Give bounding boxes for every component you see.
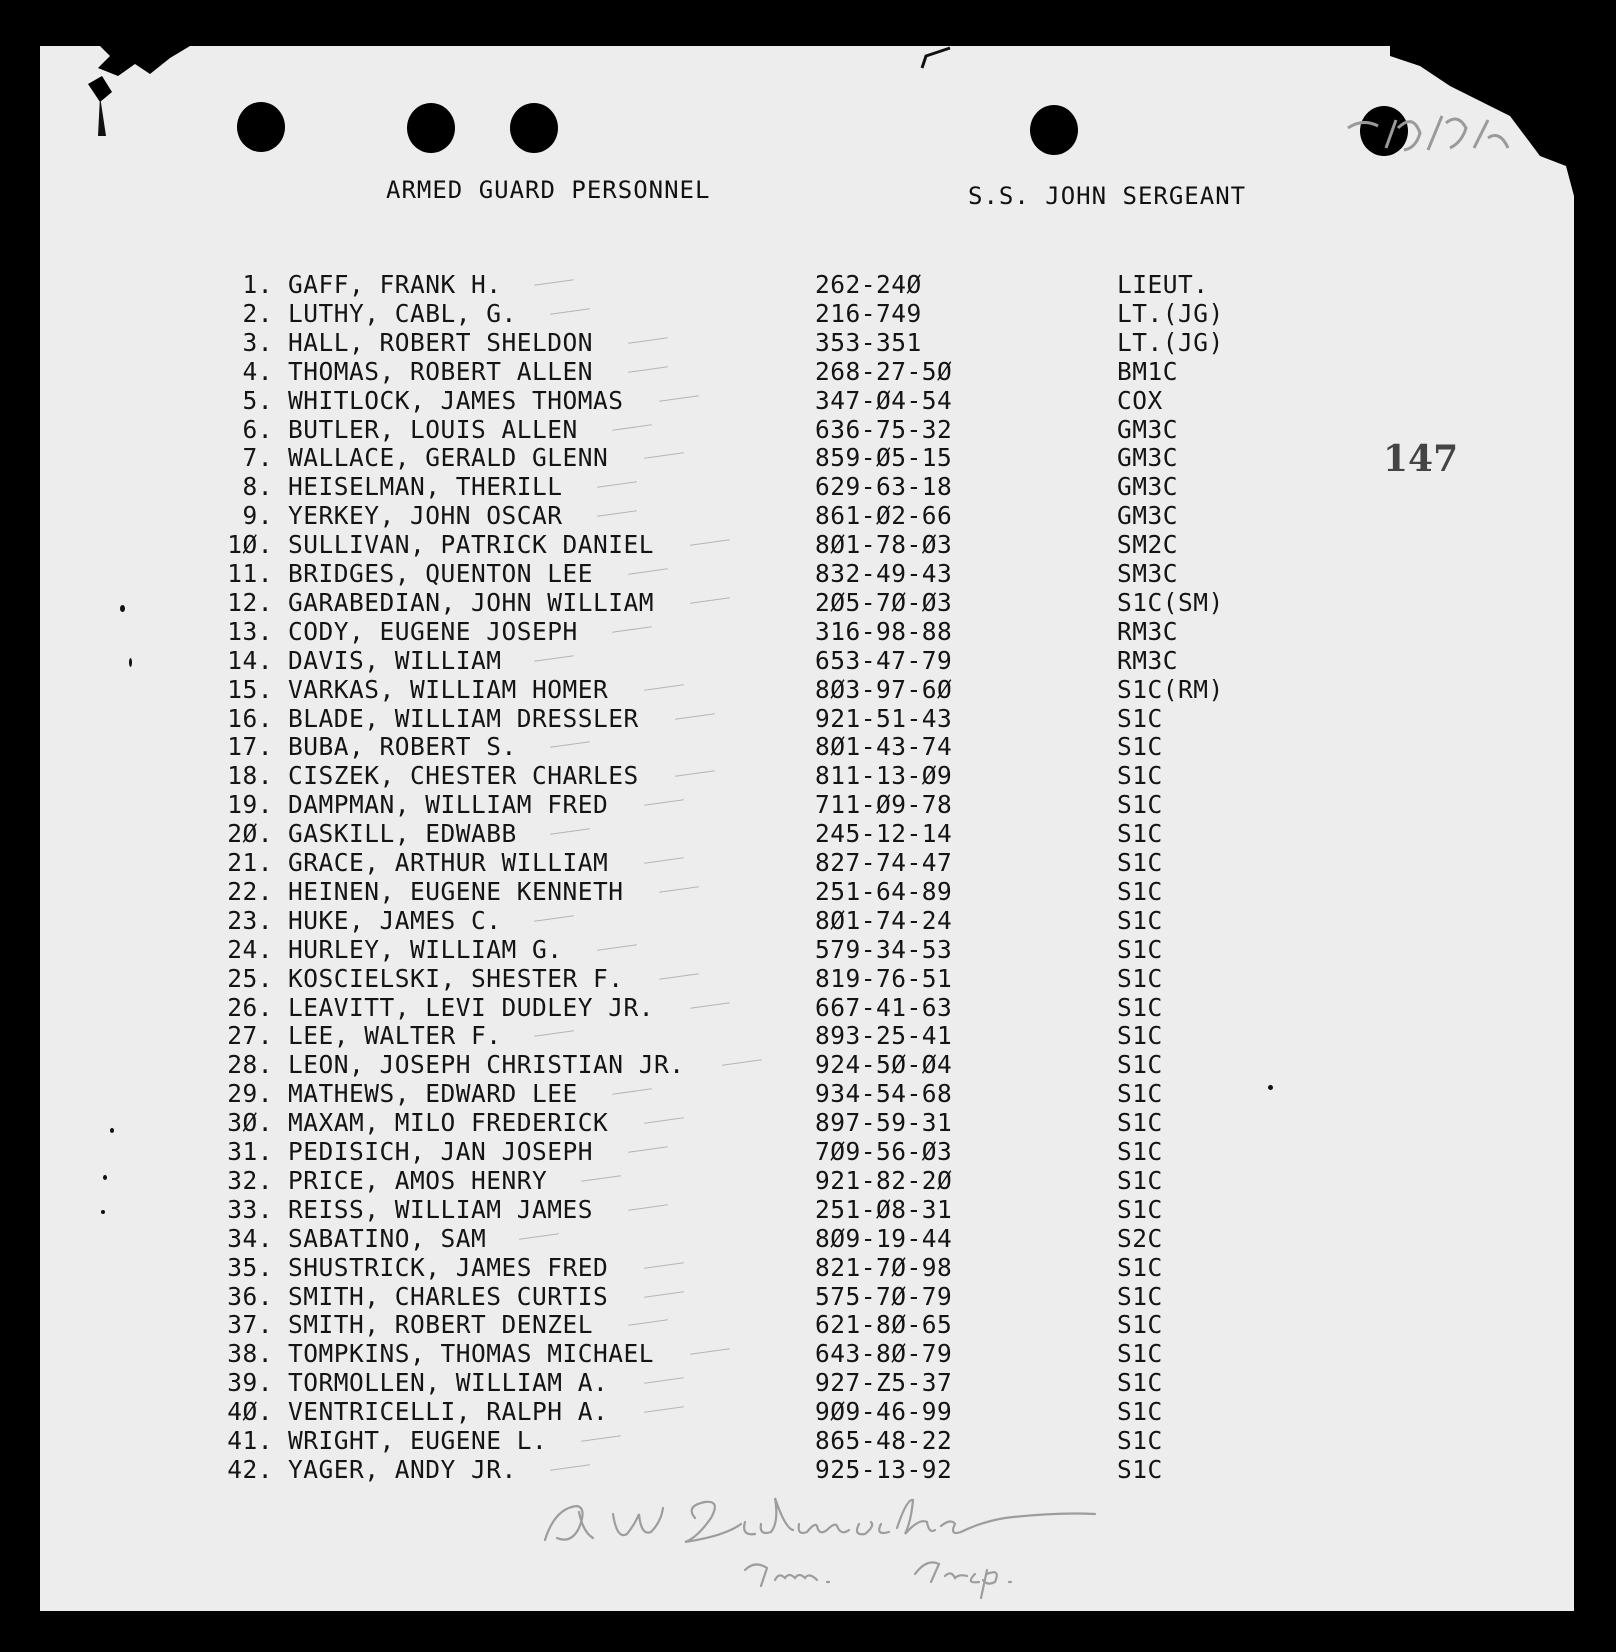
service-number: 621-8Ø-65: [815, 1310, 953, 1340]
check-mark: [659, 886, 699, 893]
rate: S1C(SM): [1117, 587, 1224, 617]
service-number: 347-Ø4-54: [815, 385, 953, 415]
service-number: 921-51-43: [815, 703, 953, 733]
crew-name: KOSCIELSKI, SHESTER F.: [288, 963, 624, 993]
check-mark: [628, 1146, 668, 1153]
check-mark: [691, 597, 731, 604]
crew-number: 15.: [227, 674, 273, 704]
check-mark: [535, 915, 575, 922]
speck: [129, 658, 132, 667]
torn-corner: [40, 46, 190, 136]
check-mark: [550, 1464, 590, 1471]
check-mark: [550, 308, 590, 315]
speck: [120, 605, 125, 612]
crew-name: YAGER, ANDY JR.: [288, 1454, 517, 1484]
service-number: 2Ø5-7Ø-Ø3: [815, 587, 953, 617]
crew-number: 1.: [242, 270, 273, 299]
crew-number: 2.: [242, 298, 273, 328]
crew-name: LEE, WALTER F.: [288, 1021, 502, 1051]
crew-name: GRACE, ARTHUR WILLIAM: [288, 848, 609, 877]
crew-row: [0, 1368, 1300, 1396]
rate: S1C: [1117, 848, 1163, 877]
check-mark: [644, 1262, 684, 1269]
rate: GM3C: [1117, 472, 1179, 502]
crew-number: 31.: [227, 1137, 273, 1166]
rate: BM1C: [1117, 356, 1179, 386]
crew-row: [0, 559, 1300, 587]
crew-row: [0, 530, 1300, 558]
crew-row: [0, 386, 1300, 414]
crew-row: [0, 299, 1300, 327]
crew-number: 22.: [227, 876, 273, 906]
crew-row: [0, 790, 1300, 818]
page-number: 147: [1383, 438, 1459, 480]
service-number: 859-Ø5-15: [815, 443, 953, 473]
service-number: 353-351: [815, 327, 922, 357]
crew-number: 11.: [227, 559, 273, 588]
rate: SM3C: [1117, 559, 1179, 588]
service-number: 8Ø9-19-44: [815, 1223, 953, 1253]
handwritten-date: [1338, 108, 1518, 178]
service-number: 832-49-43: [815, 559, 953, 588]
crew-number: 29.: [227, 1079, 273, 1109]
service-number: 268-27-5Ø: [815, 356, 953, 386]
rate: S1C: [1117, 934, 1163, 964]
crew-number: 9.: [242, 501, 273, 531]
crew-row: [0, 588, 1300, 616]
crew-row: [0, 1282, 1300, 1310]
rate: GM3C: [1117, 414, 1179, 444]
crew-number: 26.: [227, 992, 273, 1022]
crew-row: [0, 501, 1300, 529]
check-mark: [597, 510, 637, 517]
rate: S1C: [1117, 761, 1163, 791]
crew-name: GARABEDIAN, JOHN WILLIAM: [288, 587, 655, 617]
speck: [101, 1210, 105, 1214]
crew-number: 35.: [227, 1252, 273, 1282]
crew-name: SABATINO, SAM: [288, 1223, 487, 1253]
crew-name: WALLACE, GERALD GLENN: [288, 443, 609, 473]
check-mark: [613, 626, 653, 633]
rate: S1C: [1117, 1310, 1163, 1340]
punch-hole: [237, 102, 285, 152]
rate: S1C: [1117, 1281, 1163, 1311]
crew-number: 2Ø.: [227, 819, 273, 849]
crew-row: [0, 646, 1300, 674]
rate: S1C: [1117, 1426, 1163, 1455]
rate: S1C: [1117, 1368, 1163, 1398]
speck: [103, 1175, 107, 1180]
check-mark: [628, 337, 668, 344]
check-mark: [628, 366, 668, 373]
check-mark: [691, 1002, 731, 1009]
crew-name: BUBA, ROBERT S.: [288, 732, 517, 762]
crew-row: [0, 1339, 1300, 1367]
crew-row: [0, 357, 1300, 385]
crew-row: [0, 1397, 1300, 1425]
crew-row: [0, 1108, 1300, 1136]
crew-row: [0, 1310, 1300, 1338]
rate: LIEUT.: [1117, 270, 1209, 299]
crew-row: [0, 761, 1300, 789]
rate: S1C: [1117, 1108, 1163, 1138]
crew-row: [0, 415, 1300, 443]
crew-row: [0, 1050, 1300, 1078]
rate: COX: [1117, 385, 1163, 415]
crew-row: [0, 964, 1300, 992]
service-number: 819-76-51: [815, 963, 953, 993]
rate: S2C: [1117, 1223, 1163, 1253]
crew-name: HUKE, JAMES C.: [288, 905, 502, 935]
rate: RM3C: [1117, 645, 1179, 675]
crew-name: CODY, EUGENE JOSEPH: [288, 616, 578, 646]
crew-row: [0, 1166, 1300, 1194]
rate: GM3C: [1117, 501, 1179, 531]
crew-row: [0, 1224, 1300, 1252]
crew-number: 21.: [227, 848, 273, 877]
service-number: 7Ø9-56-Ø3: [815, 1137, 953, 1166]
crew-name: LEON, JOSEPH CHRISTIAN JR.: [288, 1050, 685, 1080]
crew-number: 12.: [227, 587, 273, 617]
crew-name: PEDISICH, JAN JOSEPH: [288, 1137, 594, 1166]
ship-name: S.S. JOHN SERGEANT: [968, 182, 1247, 210]
service-number: 8Ø1-74-24: [815, 905, 953, 935]
check-mark: [581, 1435, 621, 1442]
service-number: 927-Z5-37: [815, 1368, 953, 1398]
crew-row: [0, 617, 1300, 645]
crew-row: [0, 1021, 1300, 1049]
crew-name: SHUSTRICK, JAMES FRED: [288, 1252, 609, 1282]
rate: S1C: [1117, 1454, 1163, 1484]
punch-hole: [407, 103, 455, 153]
rate: S1C: [1117, 905, 1163, 935]
crew-name: CISZEK, CHESTER CHARLES: [288, 761, 639, 791]
crew-row: [0, 1426, 1300, 1454]
crew-row: [0, 1253, 1300, 1281]
crew-row: [0, 270, 1300, 298]
service-number: 8Ø1-78-Ø3: [815, 530, 953, 560]
check-mark: [675, 713, 715, 720]
rate: S1C: [1117, 1194, 1163, 1224]
service-number: 865-48-22: [815, 1426, 953, 1455]
service-number: 925-13-92: [815, 1454, 953, 1484]
crew-row: [0, 993, 1300, 1021]
service-number: 629-63-18: [815, 472, 953, 502]
rate: S1C: [1117, 1397, 1163, 1427]
crew-name: VARKAS, WILLIAM HOMER: [288, 674, 609, 704]
crew-name: MAXAM, MILO FREDERICK: [288, 1108, 609, 1138]
rate: RM3C: [1117, 616, 1179, 646]
rate: S1C: [1117, 1079, 1163, 1109]
crew-name: BUTLER, LOUIS ALLEN: [288, 414, 578, 444]
speck: [1268, 1085, 1273, 1090]
crew-number: 17.: [227, 732, 273, 762]
crew-number: 32.: [227, 1165, 273, 1195]
crew-row: [0, 704, 1300, 732]
crew-name: LUTHY, CABL, G.: [288, 298, 517, 328]
rate: S1C(RM): [1117, 674, 1224, 704]
service-number: 921-82-2Ø: [815, 1165, 953, 1195]
crew-name: SMITH, ROBERT DENZEL: [288, 1310, 594, 1340]
crew-number: 8.: [242, 472, 273, 502]
rate: S1C: [1117, 876, 1163, 906]
crew-name: TOMPKINS, THOMAS MICHAEL: [288, 1339, 655, 1369]
rate: S1C: [1117, 1050, 1163, 1080]
check-mark: [581, 1175, 621, 1182]
service-number: 821-7Ø-98: [815, 1252, 953, 1282]
check-mark: [597, 944, 637, 951]
service-number: 653-47-79: [815, 645, 953, 675]
rate: SM2C: [1117, 530, 1179, 560]
rate: S1C: [1117, 703, 1163, 733]
crew-row: [0, 732, 1300, 760]
service-number: 9Ø9-46-99: [815, 1397, 953, 1427]
crew-name: DAMPMAN, WILLIAM FRED: [288, 790, 609, 820]
crew-name: YERKEY, JOHN OSCAR: [288, 501, 563, 531]
crew-name: BRIDGES, QUENTON LEE: [288, 559, 594, 588]
crew-name: LEAVITT, LEVI DUDLEY JR.: [288, 992, 655, 1022]
rate: S1C: [1117, 1252, 1163, 1282]
check-mark: [535, 279, 575, 286]
check-mark: [659, 973, 699, 980]
crew-row: [0, 443, 1300, 471]
service-number: 251-64-89: [815, 876, 953, 906]
crew-number: 27.: [227, 1021, 273, 1051]
crew-name: PRICE, AMOS HENRY: [288, 1165, 548, 1195]
punch-hole: [1030, 105, 1078, 155]
check-mark: [644, 684, 684, 691]
crew-number: 16.: [227, 703, 273, 733]
check-mark: [722, 1060, 762, 1067]
check-mark: [550, 742, 590, 749]
crew-name: MATHEWS, EDWARD LEE: [288, 1079, 578, 1109]
crew-number: 14.: [227, 645, 273, 675]
crew-number: 39.: [227, 1368, 273, 1398]
check-mark: [597, 482, 637, 489]
service-number: 924-5Ø-Ø4: [815, 1050, 953, 1080]
rate: S1C: [1117, 790, 1163, 820]
crew-number: 38.: [227, 1339, 273, 1369]
check-mark: [644, 799, 684, 806]
check-mark: [644, 453, 684, 460]
check-mark: [644, 1291, 684, 1298]
check-mark: [644, 1117, 684, 1124]
service-number: 575-7Ø-79: [815, 1281, 953, 1311]
service-number: 8Ø3-97-6Ø: [815, 674, 953, 704]
document-title: ARMED GUARD PERSONNEL: [386, 176, 711, 204]
check-mark: [535, 655, 575, 662]
crew-row: [0, 1137, 1300, 1165]
service-number: 711-Ø9-78: [815, 790, 953, 820]
crew-name: SMITH, CHARLES CURTIS: [288, 1281, 609, 1311]
service-number: 643-8Ø-79: [815, 1339, 953, 1369]
service-number: 811-13-Ø9: [815, 761, 953, 791]
crew-row: [0, 877, 1300, 905]
check-mark: [613, 424, 653, 431]
crew-row: [0, 675, 1300, 703]
service-number: 251-Ø8-31: [815, 1194, 953, 1224]
check-mark: [659, 395, 699, 402]
crew-row: [0, 906, 1300, 934]
rate: S1C: [1117, 1339, 1163, 1369]
crew-number: 5.: [242, 385, 273, 415]
service-number: 897-59-31: [815, 1108, 953, 1138]
crew-number: 13.: [227, 616, 273, 646]
rate: S1C: [1117, 1137, 1163, 1166]
crew-name: SULLIVAN, PATRICK DANIEL: [288, 530, 655, 560]
service-number: 316-98-88: [815, 616, 953, 646]
rate: S1C: [1117, 992, 1163, 1022]
crew-number: 3Ø.: [227, 1108, 273, 1138]
crew-number: 28.: [227, 1050, 273, 1080]
crew-name: HEINEN, EUGENE KENNETH: [288, 876, 624, 906]
crew-number: 18.: [227, 761, 273, 791]
rate: S1C: [1117, 1021, 1163, 1051]
service-number: 636-75-32: [815, 414, 953, 444]
rate: S1C: [1117, 963, 1163, 993]
crew-row: [0, 819, 1300, 847]
crew-name: REISS, WILLIAM JAMES: [288, 1194, 594, 1224]
crew-row: [0, 1195, 1300, 1223]
crew-name: THOMAS, ROBERT ALLEN: [288, 356, 594, 386]
crew-name: VENTRICELLI, RALPH A.: [288, 1397, 609, 1427]
service-number: 8Ø1-43-74: [815, 732, 953, 762]
check-mark: [644, 857, 684, 864]
crew-name: GAFF, FRANK H.: [288, 270, 502, 299]
crew-name: WHITLOCK, JAMES THOMAS: [288, 385, 624, 415]
check-mark: [628, 568, 668, 575]
check-mark: [691, 1349, 731, 1356]
crew-row: [0, 472, 1300, 500]
rate: GM3C: [1117, 443, 1179, 473]
crew-number: 41.: [227, 1426, 273, 1455]
service-number: 934-54-68: [815, 1079, 953, 1109]
crew-name: DAVIS, WILLIAM: [288, 645, 502, 675]
crew-row: [0, 1079, 1300, 1107]
crew-number: 7.: [242, 443, 273, 473]
service-number: 262-24Ø: [815, 270, 922, 299]
rate: S1C: [1117, 819, 1163, 849]
crew-name: HALL, ROBERT SHELDON: [288, 327, 594, 357]
crew-name: HURLEY, WILLIAM G.: [288, 934, 563, 964]
service-number: 216-749: [815, 298, 922, 328]
service-number: 893-25-41: [815, 1021, 953, 1051]
crew-number: 4.: [242, 356, 273, 386]
service-number: 827-74-47: [815, 848, 953, 877]
crew-number: 25.: [227, 963, 273, 993]
crew-number: 23.: [227, 905, 273, 935]
signature: [535, 1478, 1175, 1608]
check-mark: [675, 771, 715, 778]
check-mark: [550, 828, 590, 835]
crew-row: [0, 848, 1300, 876]
crew-number: 36.: [227, 1281, 273, 1311]
crew-number: 37.: [227, 1310, 273, 1340]
crew-number: 4Ø.: [227, 1397, 273, 1427]
pen-mark: [920, 46, 960, 76]
rate: LT.(JG): [1117, 327, 1224, 357]
crew-number: 33.: [227, 1194, 273, 1224]
crew-number: 42.: [227, 1454, 273, 1484]
crew-number: 6.: [242, 414, 273, 444]
crew-number: 3.: [242, 327, 273, 357]
rate: S1C: [1117, 732, 1163, 762]
check-mark: [644, 1377, 684, 1384]
check-mark: [628, 1204, 668, 1211]
check-mark: [644, 1406, 684, 1413]
crew-name: BLADE, WILLIAM DRESSLER: [288, 703, 639, 733]
check-mark: [691, 539, 731, 546]
crew-row: [0, 935, 1300, 963]
crew-number: 24.: [227, 934, 273, 964]
check-mark: [519, 1233, 559, 1240]
crew-name: HEISELMAN, THERILL: [288, 472, 563, 502]
crew-number: 19.: [227, 790, 273, 820]
crew-row: [0, 328, 1300, 356]
rate: S1C: [1117, 1165, 1163, 1195]
crew-name: WRIGHT, EUGENE L.: [288, 1426, 548, 1455]
check-mark: [613, 1088, 653, 1095]
check-mark: [535, 1031, 575, 1038]
speck: [110, 1128, 114, 1133]
service-number: 579-34-53: [815, 934, 953, 964]
crew-name: TORMOLLEN, WILLIAM A.: [288, 1368, 609, 1398]
crew-name: GASKILL, EDWABB: [288, 819, 517, 849]
crew-number: 34.: [227, 1223, 273, 1253]
service-number: 667-41-63: [815, 992, 953, 1022]
punch-hole: [510, 103, 558, 153]
rate: LT.(JG): [1117, 298, 1224, 328]
check-mark: [628, 1320, 668, 1327]
crew-number: 1Ø.: [227, 530, 273, 560]
service-number: 245-12-14: [815, 819, 953, 849]
service-number: 861-Ø2-66: [815, 501, 953, 531]
